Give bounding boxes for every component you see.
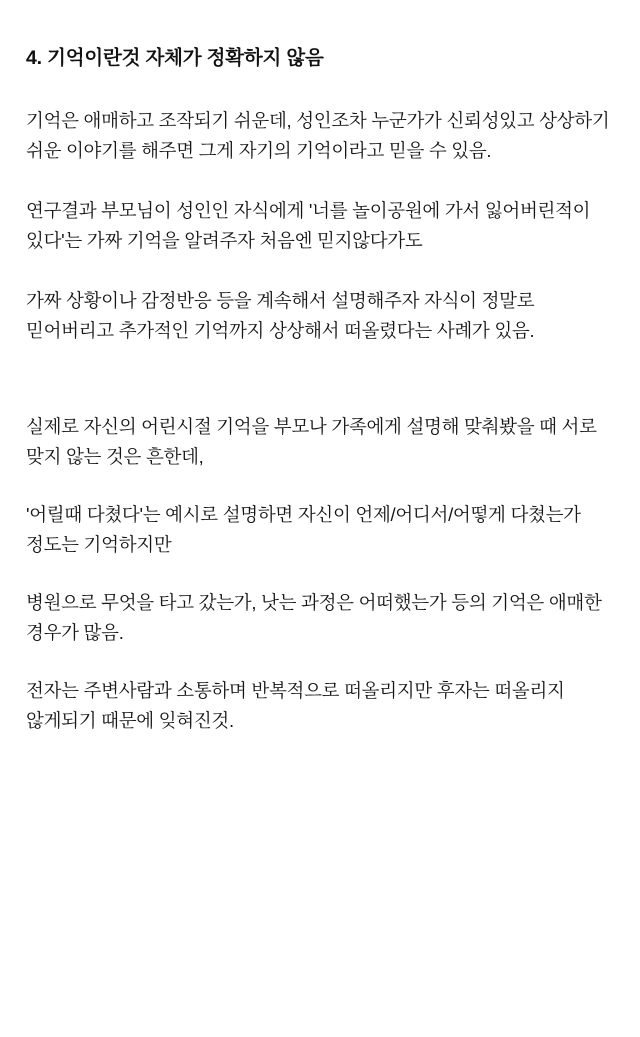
body-paragraph-3: 가짜 상황이나 감정반응 등을 계속해서 설명해주자 자식이 정말로 믿어버리고 추가적인 기억까지 상상해서 떠올렸다는 사례가 있음. (26, 290, 535, 342)
body-paragraph-2: 연구결과 부모님이 성인인 자식에게 '너를 놀이공원에 가서 잃어버린적이 있다'는 가짜 기억을 알려주자 처음엔 믿지않다가도 (26, 200, 591, 252)
body-paragraph-7: 전자는 주변사람과 소통하며 반복적으로 떠올리지만 후자는 떠올리지 않게되기 때문에 잊혀진것. (26, 679, 565, 731)
body-paragraph-6: 병원으로 무엇을 타고 갔는가, 낫는 과정은 어떠했는가 등의 기억은 애매한 경우가 많음. (26, 591, 602, 643)
body-paragraph-5: '어릴때 다쳤다'는 예시로 설명하면 자신이 언제/어디서/어떻게 다쳤는가 정도는 기억하지만 (26, 504, 581, 555)
body-paragraph-4: 실제로 자신의 어린시절 기억을 부모나 가족에게 설명해 맞춰봤을 때 서로 맞지 않는 것은 흔한데, (26, 416, 597, 468)
page-title: 4. 기억이란것 자체가 정확하지 않음 (26, 47, 324, 69)
body-paragraph-1: 기억은 애매하고 조작되기 쉬운데, 성인조차 누군가가 신뢰성있고 상상하기 쉬운 이야기를 해주면 그게 자기의 기억이라고 믿을 수 있음. (26, 110, 610, 162)
